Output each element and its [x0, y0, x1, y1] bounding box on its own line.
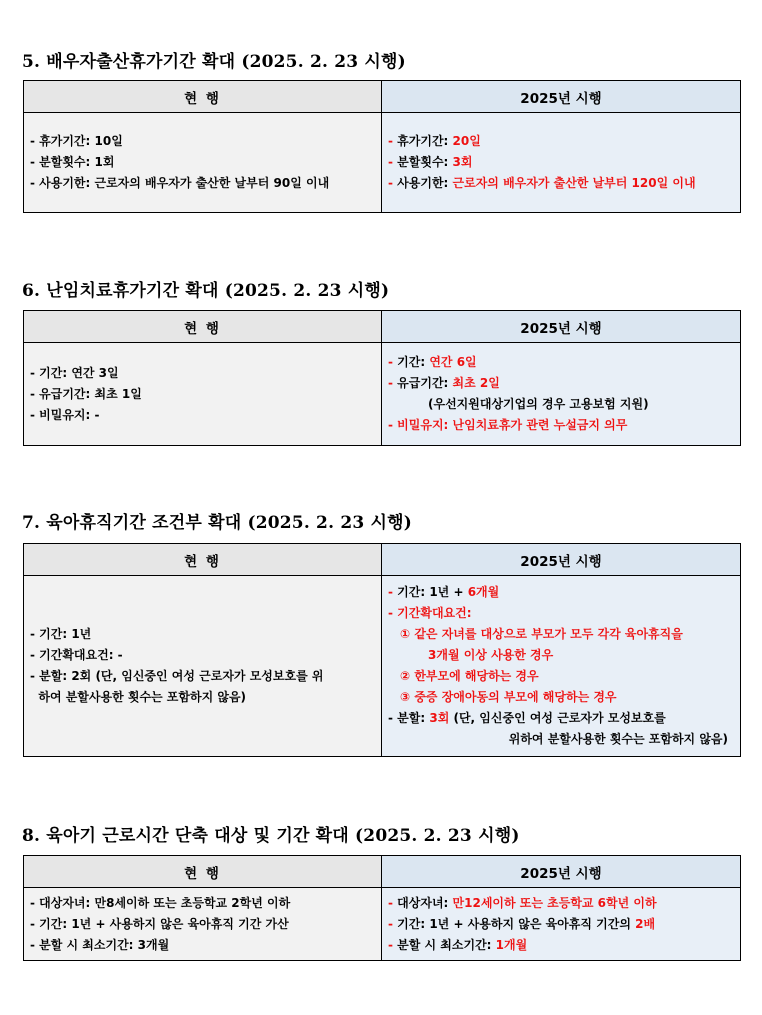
s6-current-line: - 기간: 연간 3일 [30, 365, 119, 380]
s8-current-line: - 기간: 1년 + 사용하지 않은 육아휴직 기간 가산 [30, 916, 289, 931]
s7-new-cond-label: - 기간확대요건: [388, 606, 472, 620]
s5-new-line: - 사용기한: 근로자의 배우자가 출산한 날부터 120일 이내 [388, 176, 696, 190]
header-current: 현 행 [24, 544, 382, 576]
header-new: 2025년 시행 [382, 311, 741, 343]
header-current: 현 행 [24, 311, 382, 343]
s5-current-line: - 분할횟수: 1회 [30, 155, 115, 169]
s6-new-line: - 비밀유지: 난임치료휴가 관련 누설금지 의무 [388, 418, 628, 432]
s7-new-period: - 기간: 1년 + 6개월 [388, 585, 500, 599]
s5-new-line: - 분할횟수: 3회 [388, 155, 473, 169]
section-8-table [23, 855, 741, 961]
s8-new-target: - 대상자녀: 만12세이하 또는 초등학교 6학년 이하 [388, 895, 657, 910]
s7-current-line: 하여 분할사용한 횟수는 포함하지 않음) [30, 690, 247, 704]
header-new: 2025년 시행 [382, 856, 741, 888]
section-6-title: 6. 난임치료휴가기간 확대 (2025. 2. 23 시행) [22, 281, 390, 301]
s8-current-line: - 분할 시 최소기간: 3개월 [30, 937, 170, 952]
s6-new-line: - 유급기간: 최초 2일 [388, 376, 500, 390]
s7-current-line: - 기간확대요건: - [30, 648, 123, 662]
s6-new-line: - 기간: 연간 6일 [388, 355, 477, 369]
s8-current-line: - 대상자녀: 만8세이하 또는 초등학교 2학년 이하 [30, 895, 291, 910]
section-7-table [23, 543, 741, 757]
s7-new-cond1: ① 같은 자녀를 대상으로 부모가 모두 각각 육아휴직을 [400, 627, 683, 641]
header-new: 2025년 시행 [382, 81, 741, 113]
s7-current-line: - 분할: 2회 (단, 임신중인 여성 근로자가 모성보호를 위 [30, 669, 324, 683]
section-6-table [23, 310, 741, 446]
section-7-title: 7. 육아휴직기간 조건부 확대 (2025. 2. 23 시행) [22, 513, 412, 533]
s7-new-cond2: ② 한부모에 해당하는 경우 [400, 669, 539, 683]
section-8-title: 8. 육아기 근로시간 단축 대상 및 기간 확대 (2025. 2. 23 시행) [22, 826, 520, 846]
s5-current-line: - 휴가기간: 10일 [30, 134, 123, 148]
s8-new-min: - 분할 시 최소기간: 1개월 [388, 937, 528, 952]
s7-current-line: - 기간: 1년 [30, 627, 92, 641]
s7-new-split-cont: 위하여 분할사용한 횟수는 포함하지 않음) [508, 732, 728, 746]
header-new: 2025년 시행 [382, 544, 741, 576]
s6-current-line: - 유급기간: 최초 1일 [30, 386, 142, 401]
s7-new-cond3: ③ 중증 장애아동의 부모에 해당하는 경우 [400, 690, 617, 704]
s6-current-line: - 비밀유지: - [30, 407, 100, 422]
s7-new-split: - 분할: 3회 (단, 임신중인 여성 근로자가 모성보호를 [388, 711, 666, 725]
header-current: 현 행 [24, 81, 382, 113]
section-5-table [23, 80, 741, 213]
s6-new-note: (우선지원대상기업의 경우 고용보험 지원) [428, 397, 649, 411]
s5-current-line: - 사용기한: 근로자의 배우자가 출산한 날부터 90일 이내 [30, 176, 330, 190]
s8-new-period: - 기간: 1년 + 사용하지 않은 육아휴직 기간의 2배 [388, 916, 656, 931]
s5-new-line: - 휴가기간: 20일 [388, 134, 481, 148]
header-current: 현 행 [24, 856, 382, 888]
section-5-title: 5. 배우자출산휴가기간 확대 (2025. 2. 23 시행) [22, 52, 406, 72]
s7-new-cond1-cont: 3개월 이상 사용한 경우 [428, 648, 554, 662]
